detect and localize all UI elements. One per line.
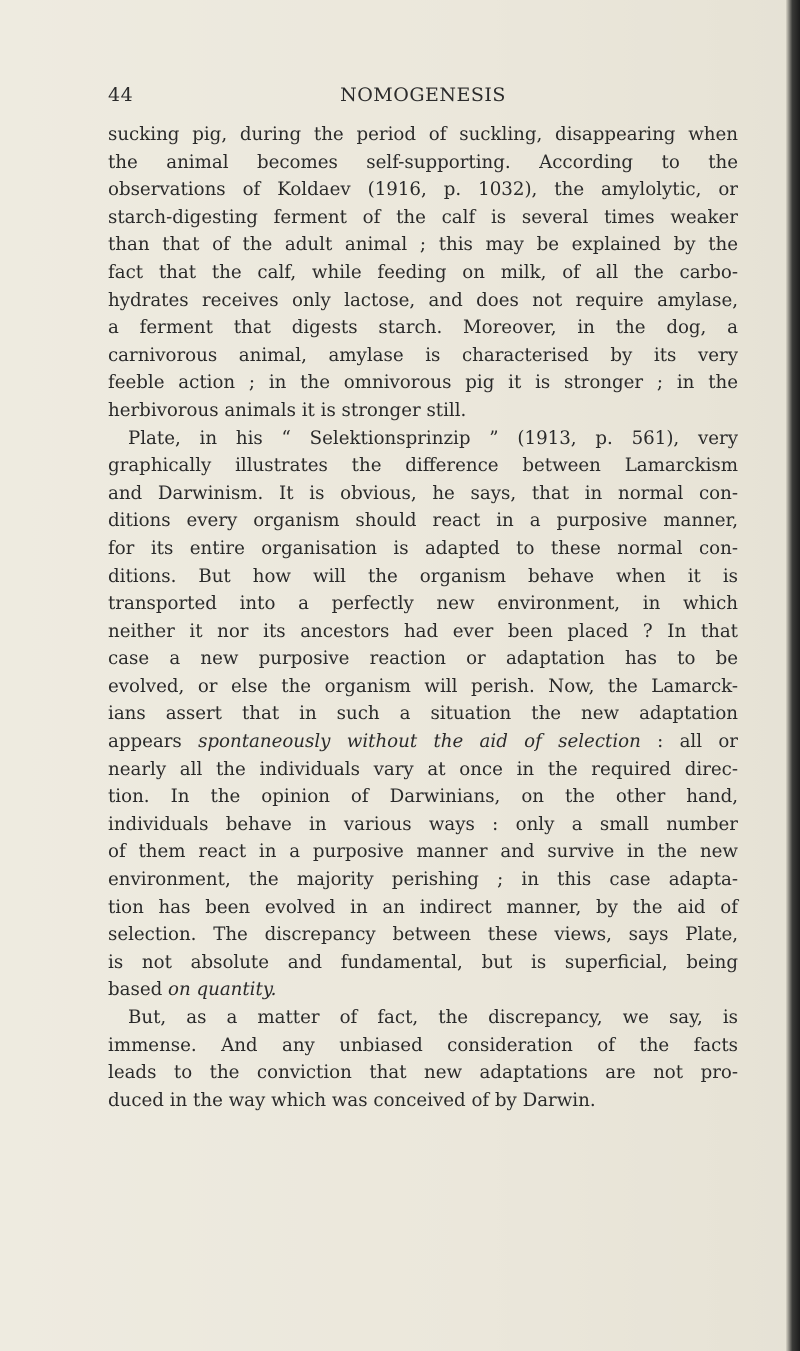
text-line: the animal becomes self-supporting. According to the: [108, 151, 738, 173]
text-line: ditions. But how will the organism behave when it is: [108, 565, 738, 587]
text-line: and Darwinism. It is obvious, he says, that in normal con-: [108, 482, 738, 504]
text-line: [108, 976, 738, 1004]
text-line: carnivorous animal, amylase is characterised by its very: [108, 344, 738, 366]
text-line: starch-digesting ferment of the calf is several times weaker: [108, 206, 738, 228]
text-line: than that of the adult animal ; this may be explained by the: [108, 234, 738, 256]
text-line: tion. In the opinion of Darwinians, on the other hand,: [108, 786, 738, 808]
text-line: herbivorous animals it is stronger still.: [108, 399, 467, 421]
text-line: evolved, or else the organism will perish. Now, the Lamarck-: [108, 675, 738, 697]
text-line: neither it nor its ancestors had ever been placed ? In that: [108, 620, 738, 642]
text-line: selection. The discrepancy between these views, says Plate,: [108, 924, 738, 946]
text-line: ians assert that in such a situation the new adaptation: [108, 703, 738, 725]
text-line: ditions every organism should react in a purposive manner,: [108, 510, 738, 532]
text-line: duced in the way which was conceived of by Darwin.: [108, 1089, 596, 1111]
text-line: case a new purposive reaction or adaptation has to be: [108, 648, 738, 670]
text-segment: : all or: [640, 731, 738, 753]
text-line: graphically illustrates the difference between Lamarckism: [108, 455, 738, 477]
text-segment: based: [108, 979, 169, 1001]
page-edge-shadow: [786, 0, 800, 1351]
text-line: transported into a perfectly new environment, in which: [108, 593, 738, 615]
text-line: leads to the conviction that new adaptations are not pro-: [108, 1062, 738, 1084]
italic-phrase: spontaneously without the aid of selection: [198, 731, 641, 753]
italic-phrase: on quantity.: [168, 979, 277, 1001]
text-line: of them react in a purposive manner and survive in the new: [108, 841, 738, 863]
text-line: observations of Koldaev (1916, p. 1032), the amylolytic, or: [108, 179, 738, 201]
running-head: NOMOGENESIS: [340, 84, 506, 106]
body-text: [108, 121, 738, 1114]
text-line: [108, 728, 738, 756]
text-segment: appears: [108, 731, 199, 753]
page-number: 44: [108, 84, 134, 106]
text-line: for its entire organisation is adapted to these normal con-: [108, 537, 738, 559]
page-header: [108, 84, 738, 114]
text-line: fact that the calf, while feeding on milk, of all the carbo-: [108, 261, 738, 283]
text-line: is not absolute and fundamental, but is superficial, being: [108, 951, 738, 973]
text-line: Plate, in his “ Selektionsprinzip ” (1913, p. 561), very: [128, 427, 738, 449]
text-line: environment, the majority perishing ; in this case adapta-: [108, 869, 738, 891]
text-line: But, as a matter of fact, the discrepancy, we say, is: [128, 1007, 738, 1028]
text-line: feeble action ; in the omnivorous pig it is stronger ; in the: [108, 372, 738, 394]
text-line: tion has been evolved in an indirect manner, by the aid of: [108, 896, 738, 918]
text-line: nearly all the individuals vary at once in the required direc-: [108, 758, 738, 780]
text-line: immense. And any unbiased consideration of the facts: [108, 1034, 738, 1056]
text-line: sucking pig, during the period of suckling, disappearing when: [108, 124, 738, 145]
text-line: hydrates receives only lactose, and does not require amylase,: [108, 289, 738, 311]
text-line: a ferment that digests starch. Moreover, in the dog, a: [108, 317, 738, 339]
text-line: individuals behave in various ways : only a small number: [108, 813, 738, 835]
